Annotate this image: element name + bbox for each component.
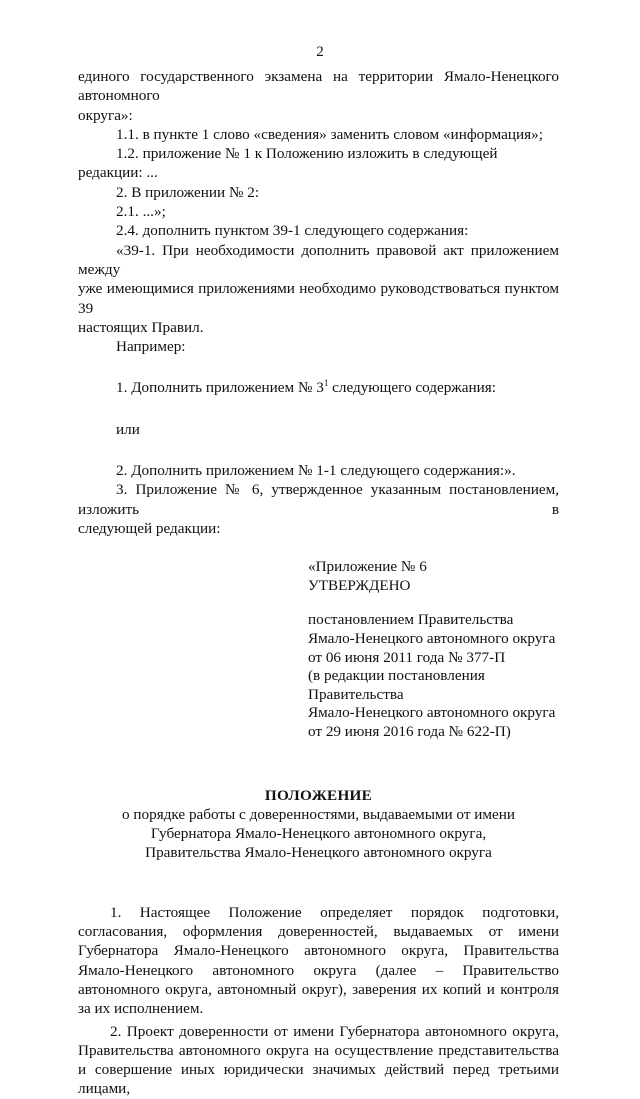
approval-line-5: Ямало-Ненецкого автономного округа xyxy=(308,704,556,722)
example-1-superscript: 1 xyxy=(323,378,329,389)
item-3-line-1: 3. Приложение № 6, утвержденное указанным постановлением, изложить в xyxy=(78,481,559,518)
document-body xyxy=(78,67,559,1099)
example-1 xyxy=(78,378,559,397)
regulation-subtitle-1: о порядке работы с доверенностями, выдаваемыми от имени xyxy=(122,805,515,823)
approval-line-3: от 06 июня 2011 года № 377-П xyxy=(308,648,506,666)
example-2: 2. Дополнить приложением № 1-1 следующего содержания:». xyxy=(116,462,516,480)
example-label: Например: xyxy=(116,338,186,356)
approval-approved-label: УТВЕРЖДЕНО xyxy=(308,576,411,594)
page-number: 2 xyxy=(316,44,324,60)
approval-line-2: Ямало-Ненецкого автономного округа xyxy=(308,630,556,648)
paragraph-39-1-line-3: настоящих Правил. xyxy=(78,318,204,336)
approval-appendix-number: «Приложение № 6 xyxy=(308,558,427,576)
or-separator: или xyxy=(116,420,140,438)
item-2: 2. В приложении № 2: xyxy=(116,183,260,201)
paragraph-39-1-line-1: «39-1. При необходимости дополнить правовой акт приложением между xyxy=(78,241,559,278)
example-1-text: 1. Дополнить приложением № 3 xyxy=(116,379,324,397)
item-2-1: 2.1. ...»; xyxy=(116,203,166,221)
regulation-title: ПОЛОЖЕНИЕ xyxy=(264,786,373,804)
section-1: 1. Настоящее Положение определяет порядок подготовки, согласования, оформления доверенностей, выдаваемых от имени Губернатора Ямало-Ненецкого автономного округа, Правительства Ямало-Ненецкого автономного округа (далее – Правительство автономного округа, автономный округ), заверения их копий и контроля за их исполнением. xyxy=(78,903,559,1018)
example-1-text-end: следующего содержания: xyxy=(328,379,496,397)
approval-stamp-block xyxy=(308,558,559,741)
approval-line-6: от 29 июня 2016 года № 622-П) xyxy=(308,722,511,740)
item-3-line-2: следующей редакции: xyxy=(78,519,221,537)
regulation-heading xyxy=(78,786,559,863)
regulation-subtitle-3: Правительства Ямало-Ненецкого автономного округа xyxy=(145,844,492,862)
item-1-1: 1.1. в пункте 1 слово «сведения» заменить словом «информация»; xyxy=(116,125,543,143)
intro-line-1: единого государственного экзамена на территории Ямало-Ненецкого автономного xyxy=(78,68,559,105)
approval-line-4: (в редакции постановления Правительства xyxy=(308,667,485,703)
intro-line-2: округа»: xyxy=(78,106,133,124)
regulation-subtitle-2: Губернатора Ямало-Ненецкого автономного округа, xyxy=(150,825,487,843)
approval-line-1: постановлением Правительства xyxy=(308,611,514,629)
item-1-2: 1.2. приложение № 1 к Положению изложить в следующей редакции: ... xyxy=(78,145,498,182)
paragraph-39-1-line-2: уже имеющимися приложениями необходимо руководствоваться пунктом 39 xyxy=(78,280,559,317)
section-2: 2. Проект доверенности от имени Губернатора автономного округа, Правительства автономного округа на осуществление представительства и совершение иных юридически значимых действий перед третьими лицами, xyxy=(78,1022,559,1098)
item-2-4: 2.4. дополнить пунктом 39-1 следующего содержания: xyxy=(116,222,469,240)
